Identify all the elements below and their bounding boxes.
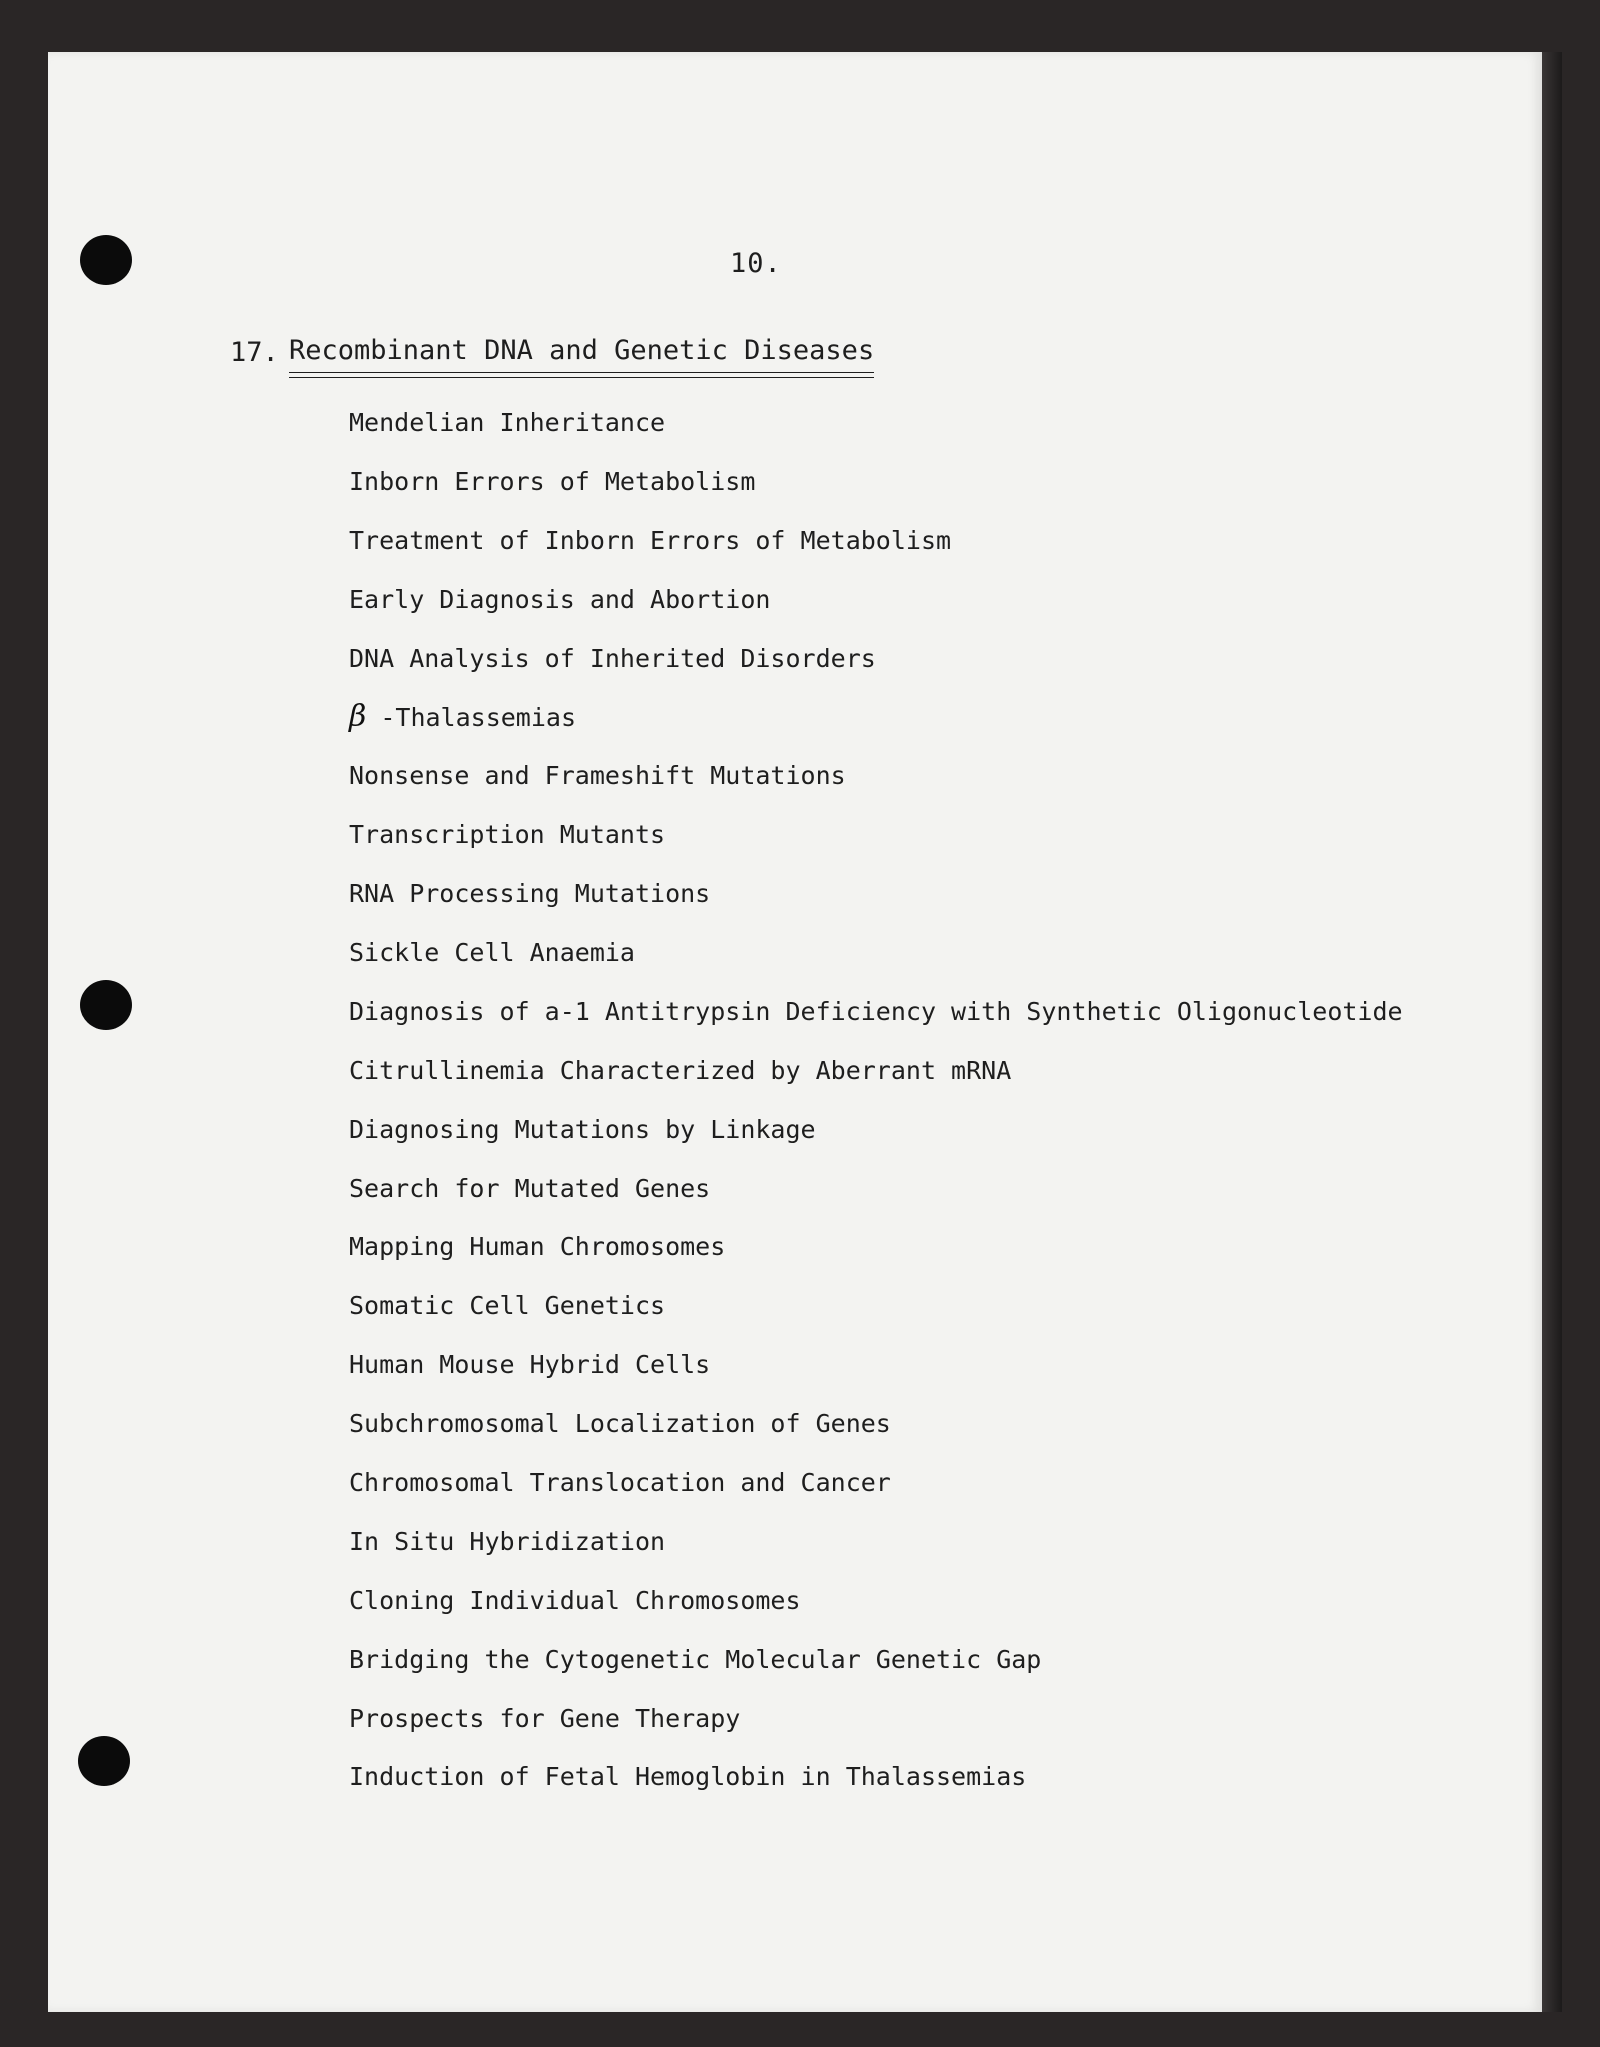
topic-item: Human Mouse Hybrid Cells xyxy=(349,1350,711,1380)
topic-item: Citrullinemia Characterized by Aberrant mRNA xyxy=(349,1055,1012,1085)
topic-item: Diagnosing Mutations by Linkage xyxy=(349,1114,816,1144)
punch-hole-middle xyxy=(80,980,132,1030)
topic-item: Prospects for Gene Therapy xyxy=(349,1703,741,1733)
topic-item: Chromosomal Translocation and Cancer xyxy=(349,1468,891,1498)
topic-item: Somatic Cell Genetics xyxy=(349,1291,666,1321)
topic-item: Subchromosomal Localization of Genes xyxy=(349,1409,891,1439)
topic-list xyxy=(349,406,1403,1819)
topic-item: Transcription Mutants xyxy=(349,820,666,850)
topic-item: Bridging the Cytogenetic Molecular Genetic Gap xyxy=(349,1644,1042,1674)
topic-item: Inborn Errors of Metabolism xyxy=(349,466,756,496)
punch-hole-bottom xyxy=(78,1736,130,1786)
topic-item: DNA Analysis of Inherited Disorders xyxy=(349,643,876,673)
topic-item: Nonsense and Frameshift Mutations xyxy=(349,761,846,791)
topic-item: Induction of Fetal Hemoglobin in Thalassemias xyxy=(349,1762,1027,1792)
handwritten-beta-symbol: β xyxy=(349,699,367,735)
topic-item: Treatment of Inborn Errors of Metabolism xyxy=(349,525,952,555)
topic-item: Diagnosis of a-1 Antitrypsin Deficiency with Synthetic Oligonucleotide xyxy=(349,996,1403,1026)
topic-item: Cloning Individual Chromosomes xyxy=(349,1585,801,1615)
topic-item: Sickle Cell Anaemia xyxy=(349,938,635,968)
section-number: 17. xyxy=(230,337,279,368)
topic-item: Mendelian Inheritance xyxy=(349,408,666,437)
page-number: 10. xyxy=(730,248,782,279)
topic-item: Mapping Human Chromosomes xyxy=(349,1232,726,1262)
topic-item-label: -Thalassemias xyxy=(380,703,577,733)
punch-hole-top xyxy=(80,235,132,285)
page-edge-shadow xyxy=(1542,52,1562,2012)
topic-item: RNA Processing Mutations xyxy=(349,879,711,909)
topic-item-beta-thalassemias xyxy=(349,700,1403,759)
topic-item: In Situ Hybridization xyxy=(349,1526,666,1556)
topic-item: Early Diagnosis and Abortion xyxy=(349,584,771,614)
section-title: Recombinant DNA and Genetic Diseases xyxy=(289,335,874,373)
topic-item: Search for Mutated Genes xyxy=(349,1173,711,1203)
